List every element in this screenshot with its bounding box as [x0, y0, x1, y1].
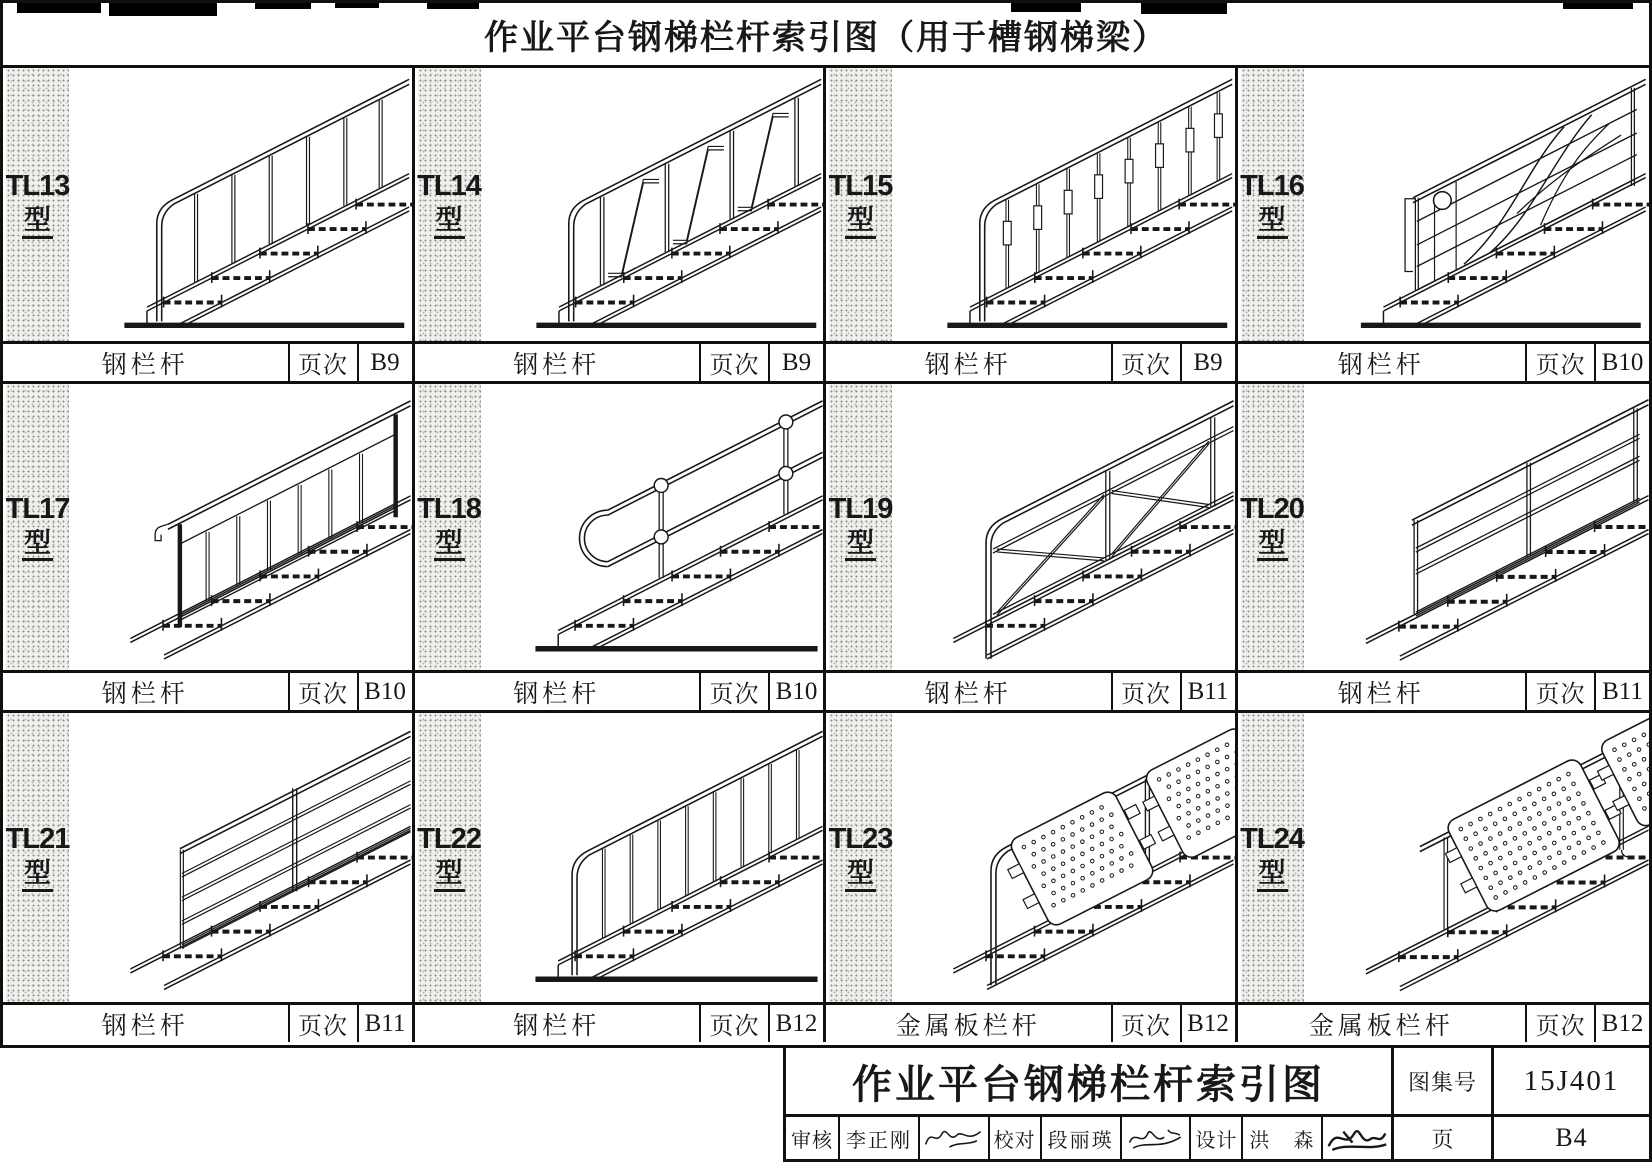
page-index-label: 页次 — [1525, 344, 1594, 381]
type-label-strip — [1241, 68, 1304, 341]
page-index-label: 页次 — [699, 673, 768, 710]
page-number: B11 — [1180, 673, 1235, 710]
type-label-strip — [6, 384, 69, 670]
designer-name: 洪 森 — [1241, 1117, 1321, 1159]
scan-artifact — [255, 3, 311, 9]
cell-body — [826, 68, 1235, 341]
type-label-strip — [418, 384, 481, 670]
page-number: B9 — [1180, 344, 1235, 381]
page-index-label: 页次 — [699, 344, 768, 381]
page-number: B12 — [768, 1005, 823, 1042]
cell-caption — [3, 341, 412, 381]
index-cell-tl24 — [1238, 713, 1650, 1042]
drawing-title-block — [783, 1048, 1652, 1162]
cell-caption — [826, 670, 1235, 710]
railing-type-suffix: 型 — [845, 859, 876, 891]
page-index-label: 页次 — [1111, 1005, 1180, 1042]
page-index-label: 页次 — [699, 1005, 768, 1042]
railing-drawing-tl17 — [69, 384, 412, 670]
scan-artifact — [1563, 3, 1633, 9]
type-label-strip — [6, 68, 69, 341]
page-label: 页 — [1391, 1114, 1491, 1159]
railing-type-suffix: 型 — [845, 206, 876, 238]
railing-drawing-tl14 — [481, 68, 824, 341]
railing-name: 钢栏杆 — [1337, 680, 1425, 708]
index-cell-tl17 — [3, 384, 415, 713]
scan-artifact — [427, 3, 479, 9]
page-number: B9 — [768, 344, 823, 381]
railing-drawing-tl16 — [1304, 68, 1650, 341]
railing-type-suffix: 型 — [1257, 529, 1288, 561]
cell-caption — [826, 341, 1235, 381]
cell-body — [3, 713, 412, 1002]
railing-type-suffix: 型 — [434, 859, 465, 891]
scan-artifact — [335, 3, 379, 8]
cell-caption — [415, 341, 824, 381]
page-index-label: 页次 — [288, 344, 357, 381]
index-cell-tl20 — [1238, 384, 1650, 713]
railing-type-suffix: 型 — [1257, 859, 1288, 891]
cell-body — [3, 68, 412, 341]
title-block-title: 作业平台钢梯栏杆索引图 — [852, 1062, 1325, 1107]
railing-name: 金属板栏杆 — [1308, 1012, 1454, 1040]
designer-signature — [1321, 1117, 1391, 1159]
railing-drawing-tl23 — [892, 713, 1235, 1002]
type-label-strip — [829, 384, 892, 670]
index-cell-tl15 — [826, 68, 1238, 384]
railing-name: 钢栏杆 — [101, 351, 189, 379]
railing-name: 钢栏杆 — [101, 1012, 189, 1040]
cell-body — [415, 68, 824, 341]
railing-type-suffix: 型 — [434, 206, 465, 238]
page-number: B11 — [357, 1005, 412, 1042]
cell-caption — [415, 1002, 824, 1042]
railing-type-id: TL13 — [5, 170, 70, 203]
railing-drawing-tl13 — [69, 68, 412, 341]
railing-type-suffix: 型 — [22, 529, 53, 561]
scan-artifact — [1011, 3, 1081, 12]
signature-icon — [1124, 1122, 1188, 1154]
signature-icon — [1325, 1122, 1389, 1154]
proofreader-label: 校对 — [988, 1117, 1040, 1159]
cell-caption — [3, 670, 412, 710]
index-cell-tl19 — [826, 384, 1238, 713]
page-number-value: B4 — [1491, 1114, 1649, 1159]
railing-type-suffix: 型 — [845, 529, 876, 561]
reviewer-name: 李正刚 — [838, 1117, 918, 1159]
index-cell-tl18 — [415, 384, 827, 713]
railing-type-suffix: 型 — [22, 206, 53, 238]
type-label-strip — [6, 713, 69, 1002]
railing-type-id: TL20 — [1240, 492, 1304, 525]
sheet-title: 作业平台钢梯栏杆索引图（用于槽钢梯梁） — [484, 18, 1168, 57]
railing-name: 钢栏杆 — [513, 680, 601, 708]
railing-type-id: TL14 — [417, 170, 481, 203]
cell-caption — [1238, 341, 1650, 381]
railing-drawing-tl15 — [892, 68, 1235, 341]
cell-caption — [1238, 1002, 1650, 1042]
railing-index-grid — [3, 68, 1649, 1042]
railing-type-id: TL17 — [5, 492, 70, 525]
proofreader-signature — [1120, 1117, 1190, 1159]
railing-name: 钢栏杆 — [513, 351, 601, 379]
type-label-strip — [418, 713, 481, 1002]
cell-body — [1238, 713, 1650, 1002]
page-number: B10 — [1594, 344, 1649, 381]
railing-type-suffix: 型 — [1257, 206, 1288, 238]
bottom-strip — [0, 1048, 1652, 1162]
page-number: B12 — [1180, 1005, 1235, 1042]
cell-body — [415, 384, 824, 670]
type-label-strip — [1241, 713, 1304, 1002]
cell-body — [1238, 68, 1650, 341]
railing-type-id: TL22 — [417, 823, 481, 856]
sheet-header — [3, 3, 1649, 68]
scan-artifact — [109, 3, 217, 16]
page-index-label: 页次 — [1525, 673, 1594, 710]
index-cell-tl22 — [415, 713, 827, 1042]
railing-drawing-tl21 — [69, 713, 412, 1002]
index-cell-tl23 — [826, 713, 1238, 1042]
railing-type-id: TL23 — [828, 823, 893, 856]
page-index-label: 页次 — [1111, 344, 1180, 381]
index-cell-tl14 — [415, 68, 827, 384]
railing-type-id: TL19 — [828, 492, 893, 525]
type-label-strip — [829, 713, 892, 1002]
railing-drawing-tl24 — [1304, 713, 1650, 1002]
railing-name: 钢栏杆 — [924, 680, 1012, 708]
index-cell-tl13 — [3, 68, 415, 384]
cell-body — [826, 713, 1235, 1002]
railing-name: 钢栏杆 — [513, 1012, 601, 1040]
cell-caption — [1238, 670, 1650, 710]
railing-type-id: TL16 — [1240, 170, 1304, 203]
railing-name: 钢栏杆 — [1337, 351, 1425, 379]
cell-body — [415, 713, 824, 1002]
signer-row — [786, 1114, 1391, 1159]
railing-type-suffix: 型 — [22, 859, 53, 891]
railing-type-suffix: 型 — [434, 529, 465, 561]
cell-caption — [3, 1002, 412, 1042]
railing-type-id: TL21 — [5, 823, 70, 856]
page-index-label: 页次 — [288, 1005, 357, 1042]
railing-type-id: TL24 — [1240, 823, 1304, 856]
page-number: B9 — [357, 344, 412, 381]
cell-body — [826, 384, 1235, 670]
railing-name: 钢栏杆 — [924, 351, 1012, 379]
page-index-label: 页次 — [1111, 673, 1180, 710]
railing-drawing-tl22 — [481, 713, 824, 1002]
type-label-strip — [829, 68, 892, 341]
index-cell-tl16 — [1238, 68, 1650, 384]
proofreader-name: 段丽瑛 — [1040, 1117, 1120, 1159]
page-number: B11 — [1594, 673, 1649, 710]
type-label-strip — [418, 68, 481, 341]
index-cell-tl21 — [3, 713, 415, 1042]
atlas-number-value: 15J401 — [1491, 1048, 1649, 1114]
reviewer-label: 审核 — [791, 1129, 833, 1152]
type-label-strip — [1241, 384, 1304, 670]
railing-drawing-tl20 — [1304, 384, 1650, 670]
page-number: B12 — [1594, 1005, 1649, 1042]
scan-artifact — [1141, 3, 1227, 14]
signature-icon — [922, 1122, 986, 1154]
railing-name: 钢栏杆 — [101, 680, 189, 708]
scan-artifact — [17, 3, 101, 13]
page-index-label: 页次 — [288, 673, 357, 710]
cell-body — [3, 384, 412, 670]
railing-type-id: TL18 — [417, 492, 481, 525]
designer-label: 设计 — [1189, 1117, 1241, 1159]
railing-name: 金属板栏杆 — [895, 1012, 1041, 1040]
atlas-number-label: 图集号 — [1391, 1048, 1491, 1114]
cell-body — [1238, 384, 1650, 670]
reviewer-signature — [918, 1117, 988, 1159]
page-number: B10 — [357, 673, 412, 710]
railing-drawing-tl18 — [481, 384, 824, 670]
cell-caption — [415, 670, 824, 710]
page-index-label: 页次 — [1525, 1005, 1594, 1042]
cell-caption — [826, 1002, 1235, 1042]
railing-type-id: TL15 — [828, 170, 893, 203]
railing-drawing-tl19 — [892, 384, 1235, 670]
page-number: B10 — [768, 673, 823, 710]
